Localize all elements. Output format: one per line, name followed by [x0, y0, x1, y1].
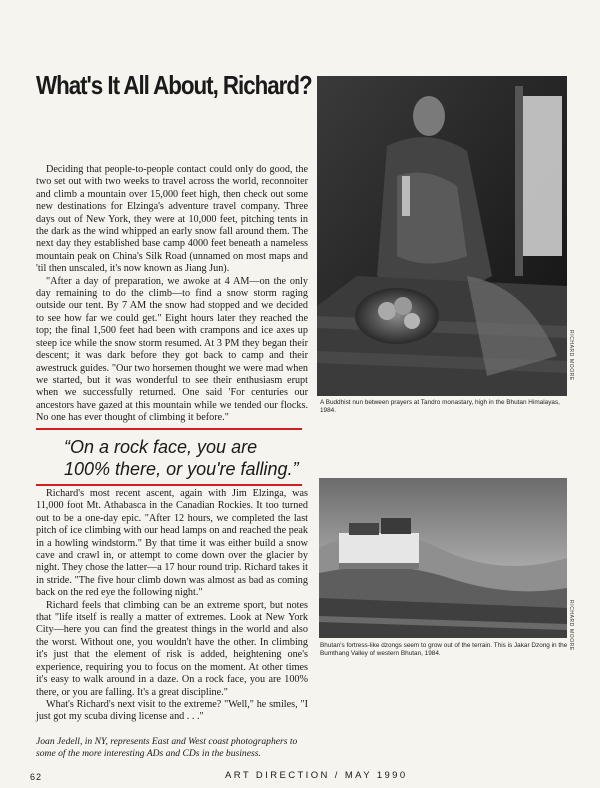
article-title: What's It All About, Richard?: [36, 70, 312, 100]
magazine-footer: ART DIRECTION / MAY 1990: [225, 770, 408, 781]
paragraph: Deciding that people-to-people contact could only do good, the two set out with two weeks to travel across the world, reconnoiter and climb a mountain over 15,000 feet high, then check out some new destinations for Elzinga's adventure travel company. Three days out of New York, they were at 10,000 feet, pitching tents in the dark as the wind whipped an early snow fall around them. The next day they established base camp 4000 feet beneath a nameless mountain peak on China's Silk Road (unnamed on most maps and 'til then unscaled, it's now known as Jiang Jun).: [36, 164, 308, 275]
column-2: [36, 488, 308, 724]
dzong-photo-image: [319, 478, 567, 638]
photo-buddhist-nun: [317, 76, 567, 396]
photo-jakar-dzong: [319, 478, 567, 638]
photo1-caption: A Buddhist nun between prayers at Tandro monastary, high in the Bhutan Himalayas, 1984.: [320, 399, 560, 414]
column-1: [36, 164, 308, 425]
paragraph: Richard's most recent ascent, again with Jim Elzinga, was 11,000 foot Mt. Athabasca in the Canadian Rockies. It too turned out to be a one-day epic. "After 12 hours, we completed the last pitch of ice climbing with our head lamps on and reached the peak in a howling windstorm." By that time it was either build a snow cave and crawl in, or attempt to come down over the glacier by night. They chose the latter—a 17 hour round trip. Richard takes it in stride. "The five hour climb down was almost as bad as coming back on the red eye the following night.": [36, 488, 308, 599]
pull-quote-line-1: “On a rock face, you are: [64, 437, 258, 457]
page-number: 62: [30, 772, 43, 782]
paragraph: "After a day of preparation, we awoke at 4 AM—on the only day remaining to do the climb—to find a snow storm raging outside our tent. By 7 AM the snow had stopped and we decided to see how far we could get." Eight hours later they reached the top; the final 1,500 feet had been with crampons and ice axes up steep ice while the snow storm resumed. At 3 PM they began their descent; it was dark before they got back to camp and their awestruck guides. "Our two horsemen thought we were mad when we started, but it was wonderful to see their enthusiasm erupt when we successfully returned. One said 'For centuries our ancestors have gazed at this mountain while we tended our flocks. No one has ever thought of climbing it before.": [36, 275, 308, 424]
paragraph: Richard feels that climbing can be an extreme sport, but notes that "life itself is really a matter of extremes. Look at New York City—here you can find the greatest things in the world and also the worst. Without one, you wouldn't have the other. In climbing it's just that the element of risk is added, heightening one's experience, requiring you to focus on the moment. At other times it's easy to walk around in a daze. On a rock face, you are 100% there, or you are falling. It's a great discipline.": [36, 599, 308, 698]
nun-photo-image: [317, 76, 567, 396]
photo2-credit: RICHARD MOORE: [568, 600, 574, 651]
pull-quote-line-2: 100% there, or you're falling.”: [64, 459, 299, 479]
paragraph: What's Richard's next visit to the extreme? "Well," he smiles, "I just got my scuba diving license and . . .": [36, 698, 308, 723]
byline: Joan Jedell, in NY, represents East and West coast photographers to some of the more interesting ADs and CDs in the business.: [36, 736, 298, 759]
pullquote-bottom-rule: [36, 484, 302, 486]
pull-quote: [36, 436, 308, 480]
photo2-caption: Bhutan's fortress-like dzongs seem to grow out of the terrain. This is Jakar Dzong in the Bumthang Valley of western Bhutan, 1984.: [320, 642, 568, 657]
pullquote-top-rule: [36, 428, 302, 430]
photo1-credit: RICHARD MOORE: [568, 330, 574, 381]
